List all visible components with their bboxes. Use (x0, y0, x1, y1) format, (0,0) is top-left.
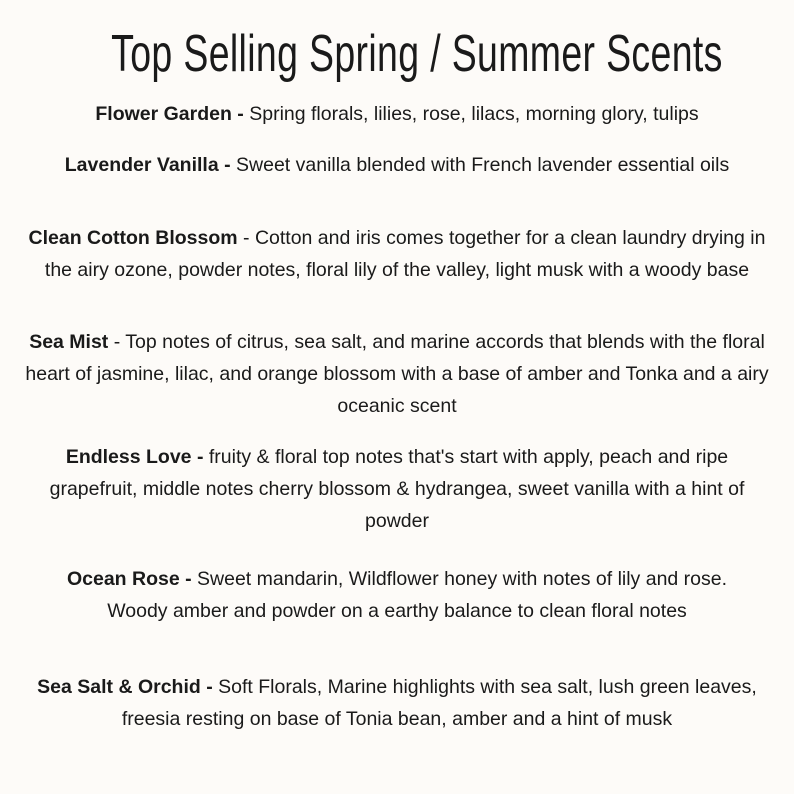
scent-description: fruity & floral top notes that's start with apply, peach and ripe grapefruit, middle notes cherry blossom & hydrangea, sweet vanilla with a hint of powder (49, 446, 745, 532)
scent-clean-cotton-blossom (22, 222, 772, 286)
scent-description: Sweet mandarin, Wildflower honey with notes of lily and rose. Woody amber and powder on a earthy balance to clean floral notes (107, 568, 728, 622)
scent-name: Flower Garden - (95, 103, 244, 125)
scent-description: Sweet vanilla blended with French lavender essential oils (230, 154, 730, 176)
scent-name: Lavender Vanilla - (64, 154, 231, 176)
scent-description: - Cotton and iris comes together for a clean laundry drying in the airy ozone, powder notes, floral lily of the valley, light musk with a woody base (44, 227, 766, 281)
scent-name: Ocean Rose - (66, 568, 192, 590)
scent-name: Sea Mist (29, 331, 109, 353)
scent-description: Soft Florals, Marine highlights with sea salt, lush green leaves, freesia resting on base of Tonia bean, amber and a hint of musk (121, 676, 757, 730)
scent-sea-mist (18, 326, 776, 422)
scent-endless-love (22, 441, 772, 537)
scent-ocean-rose (40, 563, 754, 627)
scent-lavender-vanilla (40, 149, 754, 181)
scent-name: Endless Love - (65, 446, 204, 468)
scent-name: Clean Cotton Blossom (28, 227, 238, 249)
scent-sea-salt-orchid (22, 671, 772, 735)
scent-flower-garden (25, 98, 769, 130)
scent-description: Spring florals, lilies, rose, lilacs, morning glory, tulips (243, 103, 699, 125)
scent-name: Sea Salt & Orchid - (37, 676, 213, 698)
page-title: Top Selling Spring / Summer Scents (111, 25, 723, 83)
scent-description: - Top notes of citrus, sea salt, and marine accords that blends with the floral heart of jasmine, lilac, and orange blossom with a base of amber and Tonka and a airy oceanic scent (25, 331, 769, 417)
